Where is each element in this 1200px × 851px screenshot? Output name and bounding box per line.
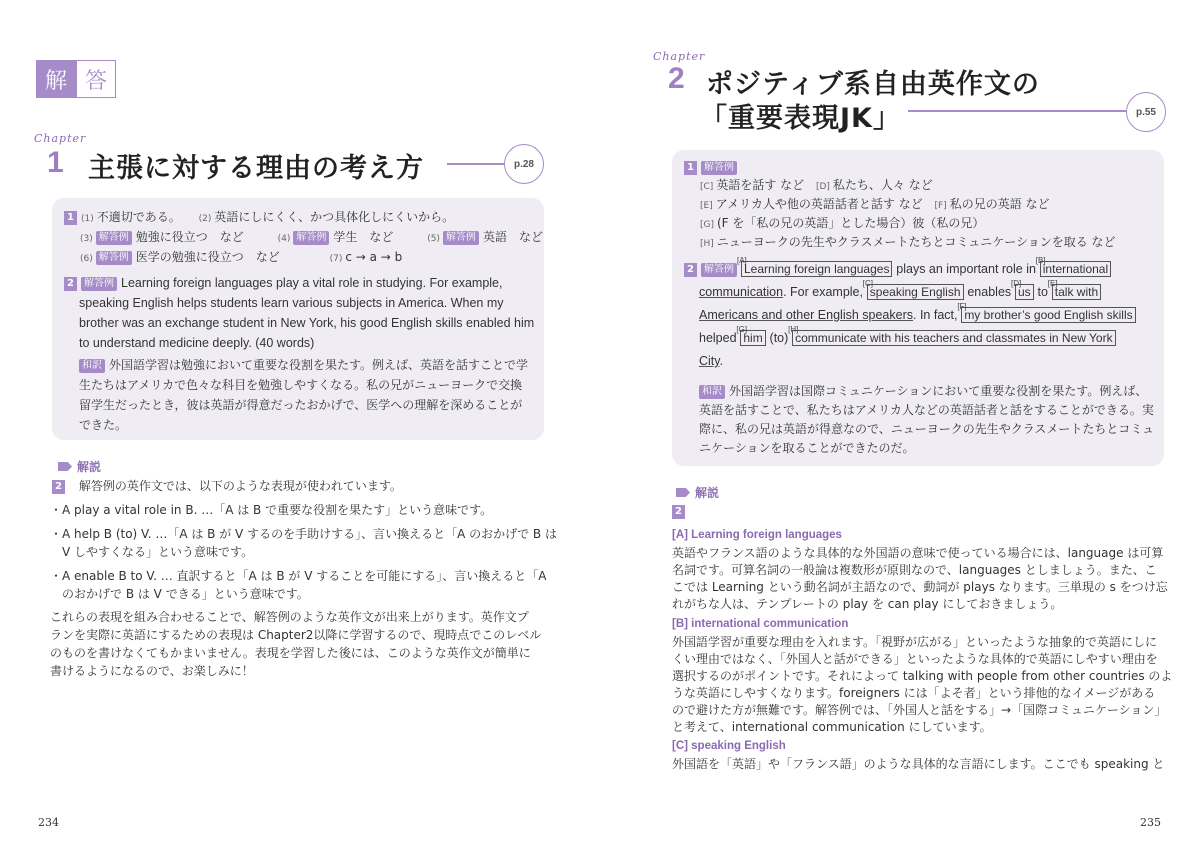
q2-line-3: Americans and other English speakers. In fact, [F] my brother’s good English skills bbox=[699, 306, 1136, 324]
badge-char-2: 答 bbox=[76, 60, 116, 98]
right-page bbox=[600, 0, 1200, 851]
arrow-icon bbox=[58, 462, 72, 471]
q1-line-1: 1 (1) 不適切である。 (2) 英語にしにくく、かつ具体化しにくいから。 bbox=[64, 208, 454, 228]
page-number-right: 235 bbox=[1140, 816, 1161, 829]
explanation-heading: 解説 bbox=[58, 458, 101, 475]
q2-en-line: brother was an exchange student in New York, his good English skills enabled him bbox=[79, 316, 535, 330]
chapter-number: 1 bbox=[47, 146, 64, 179]
translation-tag: 和訳 bbox=[699, 385, 725, 399]
q1-line: [G] (F を「私の兄の英語」とした場合）彼（私の兄） bbox=[700, 216, 985, 230]
chapter-number: 2 bbox=[668, 62, 685, 95]
title-rule bbox=[447, 163, 505, 165]
q2-ja-line: 際に、私の兄は英語が得意なので、ニューヨークの先生やクラスメートたちとコミュ bbox=[699, 422, 1155, 436]
page-ref-circle: p.55 bbox=[1126, 92, 1166, 132]
blank-e: [E] talk with bbox=[1052, 284, 1101, 300]
section-b-line: 外国語学習が重要な理由を入れます。「視野が広がる」といったような抽象的で英語にしに bbox=[672, 635, 1158, 649]
translation-tag: 和訳 bbox=[79, 359, 105, 373]
q2-ja-line: 英語を話すことで、私たちはアメリカ人などの英語話者と話をすることができる。実 bbox=[699, 403, 1154, 417]
q2-line-5: City. bbox=[699, 354, 724, 368]
explanation-line: ・A help B (to) V. …「A は B が V するのを手助けする」、言い換えると「A のおかげで B は bbox=[50, 527, 557, 541]
explanation-intro: 2 解答例の英作文では、以下のような表現が使われています。 bbox=[52, 477, 402, 495]
q1-line: [E] アメリカ人や他の英語話者と話す など [F] 私の兄の英語 など bbox=[700, 197, 1050, 211]
section-a-line: 英語やフランス語のような具体的な外国語の意味で使っている場合には、language は可算 bbox=[672, 546, 1164, 560]
q2-line-4: helped [G] him (to) [H] communicate with his teachers and classmates in New York bbox=[699, 329, 1116, 347]
q1-header: 1 解答例 bbox=[684, 158, 741, 176]
explanation-line: V しやすくなる」という意味です。 bbox=[50, 545, 254, 559]
q2-en-line: speaking English helps students learn various subjects in America. When my bbox=[79, 296, 504, 310]
explanation-line: 書けるようになるので、お楽しみに！ bbox=[50, 664, 254, 678]
q2-line-2: communication. For example, [C] speaking English enables [D] us to [E] talk with bbox=[699, 283, 1101, 301]
explanation-line: ・A play a vital role in B. …「A は B で重要な役割を果たす」という意味です。 bbox=[50, 503, 493, 517]
section-b-line: ので避けた方が無難です。解答例では、「外国人と話をする」→「国際コミュニケーション」 bbox=[672, 703, 1167, 717]
chapter-title: 主張に対する理由の考え方 bbox=[88, 153, 424, 184]
blank-a: [A] Learning foreign languages bbox=[741, 261, 892, 277]
q2-number: 2 bbox=[64, 277, 77, 291]
q2-number: 2 bbox=[684, 263, 697, 277]
q1-number: 1 bbox=[684, 161, 697, 175]
q2-ja-line-1: 和訳 外国語学習は国際コミュニケーションにおいて重要な役割を果たす。例えば、 bbox=[699, 382, 1147, 400]
q2-line-1: 2 解答例 [A] Learning foreign languages plays an important role in [B] international bbox=[684, 260, 1111, 278]
badge-char-1: 解 bbox=[36, 60, 76, 98]
explanation-heading: 解説 bbox=[676, 484, 719, 501]
section-a-line: 名詞です。可算名詞の一般論は複数形が原則なので、languages としましょう。また、こ bbox=[672, 563, 1157, 577]
section-a-line: れがちな人は、テンプレートの play を can play にしておきましょう。 bbox=[672, 597, 1063, 611]
section-b-title: [B] international communication bbox=[672, 618, 849, 630]
answer-box bbox=[52, 198, 544, 440]
section-b-line: 選択するのがポイントです。それによって talking with people from other countries のよ bbox=[672, 669, 1173, 683]
page-ref-circle: p.28 bbox=[504, 144, 544, 184]
section-a-title: [A] Learning foreign languages bbox=[672, 529, 842, 541]
blank-c: [C] speaking English bbox=[867, 284, 964, 300]
q2-ja-line: 生たちはアメリカで色々な科目を勉強しやすくなる。私の兄がニューヨークで交換 bbox=[79, 378, 523, 392]
blank-g: [G] him bbox=[740, 330, 765, 346]
q2-line-1: 2 解答例 Learning foreign languages play a vital role in studying. For example, bbox=[64, 274, 502, 292]
chapter-title-line-2: 「重要表現JK」 bbox=[700, 103, 901, 134]
q1-number: 1 bbox=[64, 211, 77, 225]
section-b-line: うな英語にしやすくなります。foreigners には「よそ者」という排他的なイメージがある bbox=[672, 686, 1156, 700]
q2-ja-line: ニケーションを取ることができたのだ。 bbox=[699, 441, 915, 455]
blank-f: [F] my brother’s good English skills bbox=[961, 307, 1135, 323]
arrow-icon bbox=[676, 488, 690, 497]
answer-box bbox=[672, 150, 1164, 466]
blank-d: [D] us bbox=[1015, 284, 1034, 300]
blank-h: [H] communicate with his teachers and classmates in New York bbox=[792, 330, 1115, 346]
section-b-line: くい理由ではなく、「外国人と話ができる」といったような具体的で英語にしやすい理由を bbox=[672, 652, 1158, 666]
explanation-line: のものを書けなくてもかまいません。表現を学習した後には、このような英作文が簡単に bbox=[50, 646, 531, 660]
q1-line-3: (6) 解答例 医学の勉強に役立つ など (7) c → a → b bbox=[80, 250, 403, 264]
q2-ja-line: 留学生だったとき，彼は英語が得意だったおかげで、医学への理解を深めることが bbox=[79, 398, 523, 412]
section-c-line: 外国語を「英語」や「フランス語」のような具体的な言語にします。ここでも speaking と bbox=[672, 757, 1165, 771]
section-a-line: こでは Learning という動名詞が主語なので、動詞が plays なります。三単現の s をつけ忘 bbox=[672, 580, 1168, 594]
q2-ja-line-1: 和訳 外国語学習は勉強において重要な役割を果たす。例えば、英語を話すことで学 bbox=[79, 356, 528, 374]
q1-line-2: (3) 解答例 勉強に役立つ など (4) 解答例 学生 など (5) 解答例 英語 など bbox=[80, 230, 543, 244]
page-number-left: 234 bbox=[38, 816, 59, 829]
explanation-line: のおかげで B は V できる」という意味です。 bbox=[50, 587, 309, 601]
chapter-label: Chapter bbox=[34, 132, 87, 145]
q1-line: [H] ニューヨークの先生やクラスメートたちとコミュニケーションを取る など bbox=[700, 235, 1116, 249]
explanation-line: ・A enable B to V. … 直訳すると「A は B が V することを可能にする」、言い換えると「A bbox=[50, 569, 547, 583]
q2-ja-line: できた。 bbox=[79, 418, 128, 432]
q1-line: [C] 英語を話す など [D] 私たち、人々 など bbox=[700, 178, 933, 192]
answer-badge bbox=[36, 60, 116, 98]
chapter-label: Chapter bbox=[653, 50, 706, 63]
explanation-num: 2 bbox=[672, 502, 689, 520]
explanation-line: ランを実際に英語にするための表現は Chapter2以降に学習するので、現時点でこのレベル bbox=[50, 628, 542, 642]
section-b-line: と考えて、international communication にしています。 bbox=[672, 720, 992, 734]
section-c-title: [C] speaking English bbox=[672, 740, 786, 752]
q2-en-line: to understand medicine deeply. (40 words) bbox=[79, 336, 315, 350]
title-rule bbox=[908, 110, 1126, 112]
chapter-title-line-1: ポジティブ系自由英作文の bbox=[706, 69, 1040, 100]
explanation-line: これらの表現を組み合わせることで、解答例のような英作文が出来上がります。英作文プ bbox=[50, 610, 529, 624]
blank-b: [B] international bbox=[1040, 261, 1111, 277]
